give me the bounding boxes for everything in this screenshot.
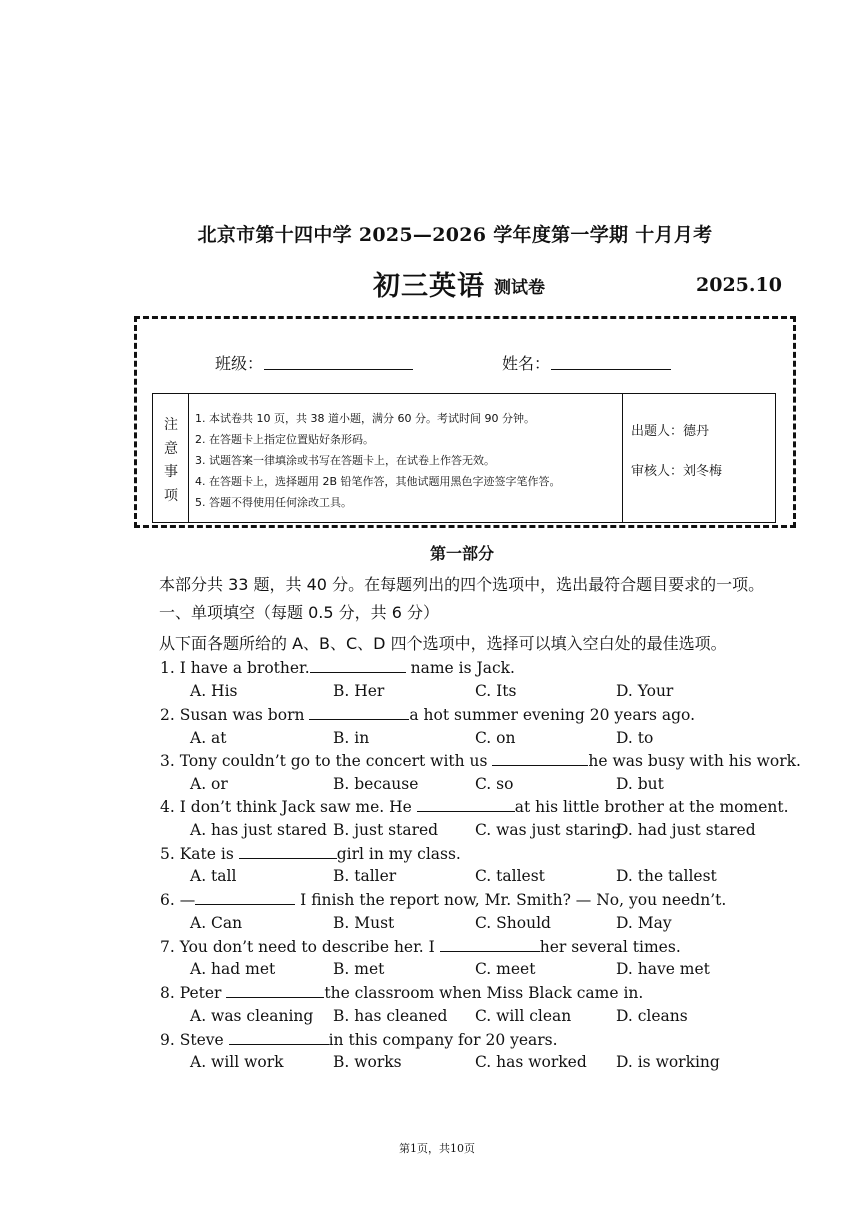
name-field[interactable] (551, 369, 671, 370)
option: C. has worked (475, 1053, 587, 1071)
option: C. Should (475, 914, 551, 932)
option: B. just stared (333, 821, 439, 839)
option: B. Her (333, 682, 385, 700)
notice-char: 项 (164, 488, 178, 504)
option: A. was cleaning (190, 1007, 314, 1025)
option: A. Can (190, 914, 243, 932)
notice-rule: 3. 试题答案一律填涂或书写在答题卡上，在试卷上作答无效。 (195, 454, 495, 467)
notice-char: 注 (164, 417, 178, 433)
option: D. to (616, 729, 654, 747)
answer-blank (195, 890, 295, 905)
option: C. so (475, 775, 514, 793)
option: B. met (333, 960, 385, 978)
answer-blank (440, 937, 540, 952)
option: C. on (475, 729, 516, 747)
notice-rule: 2. 在答题卡上指定位置贴好条形码。 (195, 433, 374, 446)
answer-blank (492, 751, 588, 766)
section-instruction: 从下面各题所给的 A、B、C、D 四个选项中，选择可以填入空白处的最佳选项。 (159, 634, 727, 653)
option: B. in (333, 729, 370, 747)
option: D. cleans (616, 1007, 688, 1025)
option: B. because (333, 775, 419, 793)
notice-title-cell (153, 394, 189, 522)
answer-blank (226, 983, 324, 998)
answer-blank (229, 1030, 329, 1045)
question-stem: 4. I don’t think Jack saw me. He at his little brother at the moment. (160, 798, 789, 816)
name-label: 姓名： (502, 354, 551, 373)
option: A. tall (190, 867, 237, 885)
option: B. taller (333, 867, 397, 885)
option: B. has cleaned (333, 1007, 448, 1025)
notice-char: 事 (164, 464, 178, 480)
question-stem: 3. Tony couldn’t go to the concert with us he was busy with his work. (160, 752, 801, 770)
answer-blank (417, 797, 515, 812)
section-title: 一、单项填空（每题 0.5 分，共 6 分） (159, 603, 439, 622)
question-stem: 7. You don’t need to describe her. I her several times. (160, 938, 681, 956)
option: A. had met (190, 960, 276, 978)
option: A. or (190, 775, 228, 793)
option: B. works (333, 1053, 402, 1071)
staff-cell (622, 394, 775, 522)
notice-rule: 5. 答题不得使用任何涂改工具。 (195, 496, 352, 509)
question-stem: 5. Kate is girl in my class. (160, 845, 461, 863)
question-stem: 9. Steve in this company for 20 years. (160, 1031, 558, 1049)
exam-date: 2025.10 (696, 274, 782, 296)
option: C. Its (475, 682, 517, 700)
option: D. May (616, 914, 672, 932)
notice-table (152, 393, 776, 523)
option: C. was just staring (475, 821, 622, 839)
notice-rule: 1. 本试卷共 10 页，共 38 道小题，满分 60 分。考试时间 90 分钟。 (195, 412, 535, 425)
exam-title: 北京市第十四中学 2025—2026 学年度第一学期 十月月考 (197, 224, 713, 246)
notice-char: 意 (164, 441, 178, 457)
option: D. the tallest (616, 867, 717, 885)
class-field[interactable] (264, 369, 413, 370)
page-number: 第1页，共10页 (399, 1142, 475, 1155)
exam-subject: 初三英语 (373, 271, 485, 302)
part-heading: 第一部分 (429, 544, 494, 563)
option: C. meet (475, 960, 536, 978)
option: A. at (190, 729, 227, 747)
option: A. His (190, 682, 238, 700)
answer-blank (239, 844, 337, 859)
answer-blank (309, 705, 409, 720)
question-stem: 2. Susan was born a hot summer evening 20 years ago. (160, 706, 696, 724)
class-label: 班级： (215, 354, 264, 373)
notice-rule: 4. 在答题卡上，选择题用 2B 铅笔作答，其他试题用黑色字迹签字笔作答。 (195, 475, 561, 488)
option: D. Your (616, 682, 674, 700)
option: C. will clean (475, 1007, 572, 1025)
question-stem: 1. I have a brother. name is Jack. (160, 659, 515, 677)
question-reviewer: 审核人：刘冬梅 (631, 464, 723, 479)
option: D. is working (616, 1053, 720, 1071)
option: D. had just stared (616, 821, 756, 839)
part-intro: 本部分共 33 题，共 40 分。在每题列出的四个选项中，选出最符合题目要求的一项。 (159, 575, 765, 594)
option: C. tallest (475, 867, 545, 885)
question-setter: 出题人：德丹 (631, 424, 710, 439)
question-stem: 8. Peter the classroom when Miss Black came in. (160, 984, 644, 1002)
option: B. Must (333, 914, 395, 932)
question-stem: 6. — I finish the report now, Mr. Smith? — No, you needn’t. (160, 891, 727, 909)
option: A. will work (190, 1053, 284, 1071)
option: D. have met (616, 960, 710, 978)
answer-blank (310, 658, 406, 673)
option: A. has just stared (190, 821, 327, 839)
exam-subject-suffix: 测试卷 (494, 278, 545, 298)
option: D. but (616, 775, 664, 793)
